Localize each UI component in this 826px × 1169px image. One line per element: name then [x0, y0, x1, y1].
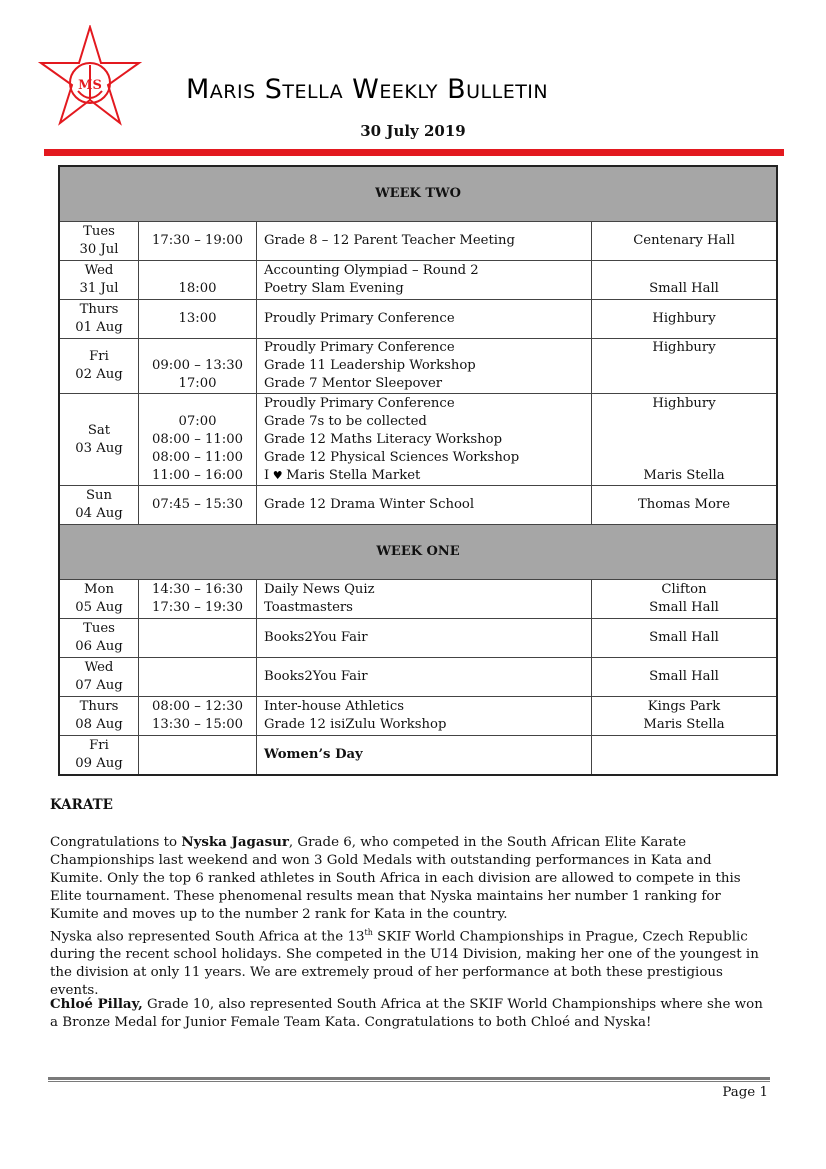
venue-cell-line: Centenary Hall: [633, 233, 735, 248]
time-cell-line: [146, 262, 249, 280]
venue-cell-line: [599, 431, 769, 449]
karate-paragraph-1: [50, 833, 766, 1000]
event-cell-line: Grade 12 isiZulu Workshop: [264, 717, 447, 732]
day-cell: [59, 580, 139, 619]
day-cell: [59, 339, 139, 394]
time-cell: [139, 619, 257, 658]
event-cell-line: Books2You Fair: [264, 669, 368, 684]
time-cell-line: 13:30 – 15:00: [152, 717, 243, 732]
event-cell-line: Accounting Olympiad – Round 2: [264, 263, 479, 278]
schedule-row: [59, 261, 777, 300]
footer-rule-thin: [48, 1081, 770, 1082]
day-cell: [59, 300, 139, 339]
time-cell: [139, 736, 257, 775]
venue-cell: [592, 658, 778, 697]
day-name: Fri: [89, 349, 109, 364]
event-cell-line: Poetry Slam Evening: [264, 281, 404, 296]
time-cell-line: 13:00: [178, 311, 217, 326]
venue-cell-line: Maris Stella: [643, 717, 725, 732]
time-cell: [139, 697, 257, 736]
day-date: 09 Aug: [75, 755, 123, 771]
event-cell-line: Proudly Primary Conference: [264, 395, 455, 411]
venue-cell-line: Maris Stella: [643, 467, 725, 483]
day-name: Wed: [84, 263, 114, 278]
day-date: 02 Aug: [75, 367, 123, 382]
event-cell-line: Grade 11 Leadership Workshop: [264, 358, 476, 373]
schedule-row: [59, 394, 777, 486]
market-prefix: I: [264, 467, 270, 483]
venue-cell: [592, 486, 778, 525]
time-cell-line: 08:00 – 12:30: [152, 699, 243, 714]
event-cell-line: Women’s Day: [264, 746, 363, 762]
schedule-row: [59, 486, 777, 525]
time-cell: [139, 394, 257, 486]
event-cell-line: Daily News Quiz: [264, 582, 375, 597]
time-cell: [139, 580, 257, 619]
p2-text-a: Nyska also represented South Africa at the 13: [50, 929, 365, 945]
schedule-table: [58, 165, 778, 776]
venue-cell-line: Thomas More: [637, 497, 731, 512]
venue-cell: [592, 222, 778, 261]
bulletin-date: 30 July 2019: [360, 122, 466, 140]
time-cell-line: 07:45 – 15:30: [152, 497, 243, 512]
day-date: 07 Aug: [75, 678, 123, 693]
event-cell-line: [264, 467, 584, 485]
event-cell: [257, 339, 592, 394]
day-cell: [59, 261, 139, 300]
event-cell: [257, 658, 592, 697]
venue-cell-line: Highbury: [652, 395, 716, 411]
day-name: Tues: [83, 224, 115, 239]
school-logo: [38, 25, 142, 127]
p3-text: Grade 10, also represented South Africa at the SKIF World Championships where she won a Bronze Medal for Junior Female Team Kata. Congratulations to both Chloé and Nyska!: [50, 997, 763, 1030]
day-cell: [59, 619, 139, 658]
venue-cell: [592, 300, 778, 339]
p1-text-a: Congratulations to: [50, 835, 182, 850]
event-cell: [257, 580, 592, 619]
time-cell-line: [146, 746, 249, 764]
venue-cell-line: [599, 413, 769, 431]
day-date: 05 Aug: [75, 600, 123, 615]
venue-cell-line: Highbury: [652, 311, 716, 326]
time-cell-line: 08:00 – 11:00: [152, 449, 243, 465]
time-cell-line: 07:00: [178, 413, 217, 429]
time-cell-line: [146, 629, 249, 647]
event-cell-line: Books2You Fair: [264, 630, 368, 645]
time-cell-line: 17:00: [178, 376, 217, 391]
event-cell-line: Grade 7s to be collected: [264, 413, 427, 429]
schedule-row: [59, 300, 777, 339]
event-cell: [257, 697, 592, 736]
day-cell: [59, 736, 139, 775]
market-name: Maris Stella Market: [286, 467, 421, 483]
event-cell: [257, 300, 592, 339]
venue-cell: [592, 580, 778, 619]
time-cell: [139, 261, 257, 300]
event-cell-line: Inter-house Athletics: [264, 699, 405, 714]
day-name: Thurs: [79, 302, 119, 317]
p2-text-b: SKIF World Championships in Prague, Czech Republic during the recent school holidays. She competed in the U14 Division, making her one of the youngest in the division at only 11 years. We are extremely proud of her performance at both these prestigious events.: [50, 929, 759, 999]
day-name: Mon: [84, 582, 114, 597]
venue-cell-line: Small Hall: [649, 281, 719, 296]
day-cell: [59, 658, 139, 697]
day-date: 30 Jul: [79, 242, 119, 257]
venue-cell-line: [599, 357, 769, 375]
day-date: 06 Aug: [75, 639, 123, 654]
venue-cell-line: Small Hall: [649, 600, 719, 615]
venue-cell-line: [599, 746, 769, 764]
day-name: Sun: [85, 488, 113, 503]
schedule-row: [59, 736, 777, 775]
event-cell-line: Toastmasters: [264, 600, 353, 615]
schedule-row: [59, 619, 777, 658]
day-date: 01 Aug: [75, 320, 123, 335]
event-cell-line: Grade 7 Mentor Sleepover: [264, 376, 443, 391]
day-date: 08 Aug: [75, 717, 123, 732]
venue-cell-line: Small Hall: [649, 669, 719, 684]
event-cell: [257, 222, 592, 261]
time-cell: [139, 300, 257, 339]
event-cell-line: Proudly Primary Conference: [264, 311, 455, 326]
event-cell: [257, 619, 592, 658]
event-cell: [257, 261, 592, 300]
heart-icon: ♥: [269, 468, 287, 482]
day-name: Wed: [84, 660, 114, 675]
p1-text-b: , Grade 6, who competed in the South African Elite Karate Championships last weekend and won 3 Gold Medals with outstanding performances in Kata and Kumite. Only the top 6 ranked athletes in South Africa in each division are allowed to compete in this Elite tournament. These phenomenal results mean that Nyska maintains her number 1 ranking for Kumite and moves up to the number 2 rank for Kata in the country.: [50, 835, 741, 922]
time-cell-line: 14:30 – 16:30: [152, 582, 243, 597]
schedule-row: [59, 658, 777, 697]
time-cell-line: 17:30 – 19:30: [152, 600, 243, 615]
day-cell: [59, 486, 139, 525]
time-cell: [139, 222, 257, 261]
venue-cell: [592, 697, 778, 736]
time-cell-line: [146, 668, 249, 686]
venue-cell: [592, 619, 778, 658]
event-cell-line: Grade 12 Physical Sciences Workshop: [264, 449, 520, 465]
time-cell-line: 08:00 – 11:00: [152, 431, 243, 447]
event-cell: [257, 736, 592, 775]
day-cell: [59, 394, 139, 486]
event-cell-line: Grade 8 – 12 Parent Teacher Meeting: [264, 233, 515, 248]
venue-cell-line: [599, 262, 769, 280]
time-cell: [139, 339, 257, 394]
logo-text: MS: [78, 78, 102, 93]
schedule-row: [59, 339, 777, 394]
event-cell: [257, 394, 592, 486]
schedule-row: [59, 697, 777, 736]
p1-athlete-name: Nyska Jagasur: [181, 834, 289, 850]
day-date: 03 Aug: [75, 440, 123, 456]
day-cell: [59, 222, 139, 261]
schedule-row: [59, 222, 777, 261]
time-cell-line: 11:00 – 16:00: [152, 467, 243, 483]
week-heading: WEEK ONE: [59, 525, 777, 580]
week-header-row: [59, 166, 777, 222]
venue-cell-line: Small Hall: [649, 630, 719, 645]
p3-athlete-name: Chloé Pillay,: [50, 996, 143, 1012]
day-name: Thurs: [79, 699, 119, 714]
venue-cell: [592, 261, 778, 300]
venue-cell-line: Clifton: [661, 582, 707, 597]
karate-heading: KARATE: [50, 797, 113, 813]
event-cell-line: Grade 12 Drama Winter School: [264, 497, 475, 512]
time-cell: [139, 486, 257, 525]
day-date: 31 Jul: [79, 281, 119, 296]
bulletin-title: Maris Stella Weekly Bulletin: [186, 74, 549, 105]
venue-cell-line: [599, 375, 769, 393]
venue-cell-line: Highbury: [652, 340, 716, 355]
header-divider: [44, 149, 784, 156]
time-cell-line: 09:00 – 13:30: [152, 358, 243, 373]
time-cell-line: 17:30 – 19:00: [152, 233, 243, 248]
week-heading: WEEK TWO: [59, 166, 777, 222]
week-header-row: [59, 525, 777, 580]
venue-cell: [592, 339, 778, 394]
event-cell-line: Proudly Primary Conference: [264, 340, 455, 355]
karate-paragraph-2: [50, 995, 766, 1032]
venue-cell-line: [599, 449, 769, 467]
event-cell: [257, 486, 592, 525]
time-cell-line: [146, 339, 249, 357]
venue-cell: [592, 736, 778, 775]
event-cell-line: Grade 12 Maths Literacy Workshop: [264, 431, 503, 447]
time-cell-line: 18:00: [178, 281, 217, 296]
schedule-row: [59, 580, 777, 619]
day-cell: [59, 697, 139, 736]
day-name: Tues: [83, 621, 115, 636]
day-date: 04 Aug: [75, 506, 123, 521]
p2-superscript: th: [364, 928, 373, 937]
time-cell: [139, 658, 257, 697]
footer-rule: [48, 1077, 770, 1080]
time-cell-line: [146, 395, 249, 413]
venue-cell-line: Kings Park: [647, 699, 721, 714]
page-number: Page 1: [722, 1085, 768, 1100]
venue-cell: [592, 394, 778, 486]
day-name: Sat: [87, 422, 111, 438]
day-name: Fri: [89, 737, 109, 753]
